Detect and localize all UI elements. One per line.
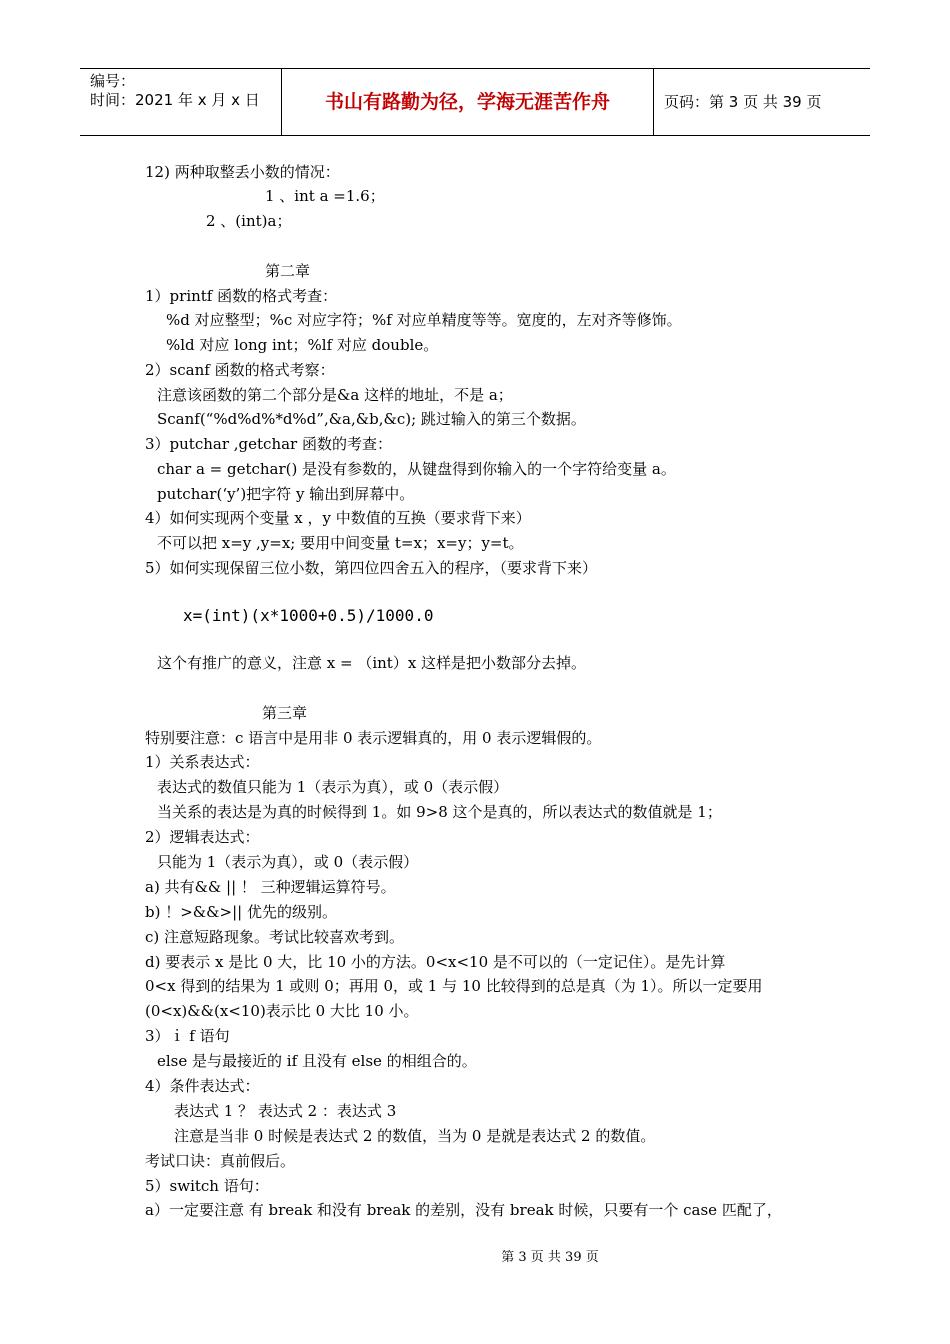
text-line: %d 对应整型；%c 对应字符；%f 对应单精度等等。宽度的，左对齐等修饰。 [166, 311, 682, 329]
text-line: else 是与最接近的 if 且没有 else 的相组合的。 [157, 1052, 477, 1070]
text-line: d) 要表示 x 是比 0 大，比 10 小的方法。0<x<10 是不可以的（一定记住）。是先计算 [145, 953, 726, 971]
text-line: 这个有推广的意义，注意 x = （int）x 这样是把小数部分去掉。 [157, 654, 587, 672]
text-line: %ld 对应 long int；%lf 对应 double。 [166, 336, 439, 354]
text-line: char a = getchar() 是没有参数的，从键盘得到你输入的一个字符给变量 a。 [157, 460, 676, 478]
page-footer [0, 1246, 950, 1265]
page-header [80, 68, 870, 136]
text-line: 0<x 得到的结果为 1 或则 0；再用 0，或 1 与 10 比较得到的总是真（为 1）。所以一定要用 [145, 977, 763, 995]
text-line: 12) 两种取整丢小数的情况： [145, 163, 340, 181]
text-line: 表达式的数值只能为 1（表示为真），或 0（表示假） [157, 778, 509, 796]
document-date: 时间：2021 年 x 月 x 日 [90, 91, 260, 109]
chapter-heading: 第二章 [265, 262, 311, 280]
header-motto: 书山有路勤为径，学海无涯苦作舟 [282, 69, 654, 135]
text-line: 表达式 1 ？ 表达式 2 ：表达式 3 [174, 1102, 397, 1120]
text-line: Scanf(“%d%d%*d%d”,&a,&b,&c); 跳过输入的第三个数据。 [157, 410, 586, 428]
text-line: 1 、int a =1.6； [265, 187, 385, 205]
header-meta [80, 69, 282, 135]
text-line: 2）逻辑表达式： [145, 828, 260, 846]
header-page-info: 页码：第 3 页 共 39 页 [664, 93, 822, 111]
text-line: 3）ｉ f 语句 [145, 1027, 230, 1045]
text-line: 只能为 1（表示为真），或 0（表示假） [157, 853, 419, 871]
text-line: c) 注意短路现象。考试比较喜欢考到。 [145, 928, 405, 946]
text-line: 注意该函数的第二个部分是&a 这样的地址，不是 a； [157, 386, 513, 404]
text-line: 5）switch 语句： [145, 1177, 269, 1195]
text-line: 2 、(int)a； [206, 212, 292, 230]
text-line: (0<x)&&(x<10)表示比 0 大比 10 小。 [145, 1002, 419, 1020]
text-line: 1）关系表达式： [145, 753, 260, 771]
text-line: 3）putchar ,getchar 函数的考查： [145, 435, 392, 453]
text-line: 2）scanf 函数的格式考察： [145, 361, 335, 379]
footer-page-number: 第 3 页 共 39 页 [501, 1250, 599, 1265]
text-line: 4）条件表达式： [145, 1077, 260, 1095]
text-line: b) ！>&&>|| 优先的级别。 [145, 903, 337, 921]
text-line: 注意是当非 0 时候是表达式 2 的数值，当为 0 是就是表达式 2 的数值。 [174, 1127, 656, 1145]
text-line: 1）printf 函数的格式考查： [145, 287, 338, 305]
code-line: x=(int)(x*1000+0.5)/1000.0 [183, 606, 434, 625]
text-line: a) 共有&& || ！ 三种逻辑运算符号。 [145, 878, 396, 896]
text-line: 特别要注意：c 语言中是用非 0 表示逻辑真的，用 0 表示逻辑假的。 [145, 729, 602, 747]
text-line: 5）如何实现保留三位小数，第四位四舍五入的程序，（要求背下来） [145, 559, 598, 577]
text-line: 考试口诀：真前假后。 [145, 1152, 296, 1170]
text-line: putchar(‘y’)把字符 y 输出到屏幕中。 [157, 485, 415, 503]
chapter-heading: 第三章 [262, 704, 308, 722]
text-line: 4）如何实现两个变量 x ，y 中数值的互换（要求背下来） [145, 509, 531, 527]
text-line: 当关系的表达是为真的时候得到 1。如 9>8 这个是真的，所以表达式的数值就是 1； [157, 803, 722, 821]
document-number: 编号： [90, 72, 136, 90]
text-line: 不可以把 x=y ,y=x; 要用中间变量 t=x；x=y；y=t。 [157, 534, 524, 552]
text-line: a）一定要注意 有 break 和没有 break 的差别，没有 break 时候，只要有一个 case 匹配了， [145, 1201, 782, 1219]
